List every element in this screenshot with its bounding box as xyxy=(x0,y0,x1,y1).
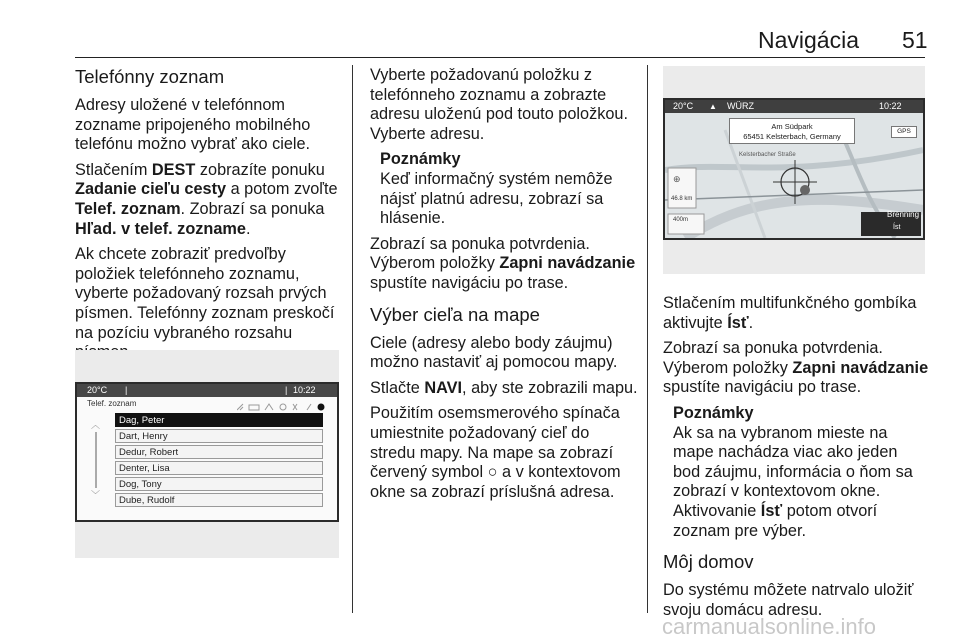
paragraph: Zobrazí sa ponuka potvrdenia. Výberom položky Zapni navádzanie spustíte navigáciu po trase. xyxy=(663,339,929,397)
paragraph: Ciele (adresy alebo body záujmu) možno nastaviť aj pomocou mapy. xyxy=(370,333,618,372)
note-title: Poznámky xyxy=(380,150,461,169)
scrollbar[interactable] xyxy=(95,432,97,488)
section-heading-phonebook: Telefónny zoznam xyxy=(75,66,225,87)
paragraph: Stlačením multifunkčného gombíka aktivujte Ísť. xyxy=(663,294,917,332)
clock: 10:22 xyxy=(293,385,316,395)
paragraph: Do systému môžete natrvalo uložiť svoju domácu adresu. xyxy=(663,581,914,619)
paragraph: Adresy uložené v telefónnom zozname pripojeného mobilného telefónu možno vybrať ako ciele. xyxy=(75,96,311,154)
paragraph: Použitím osemsmerového spínača umiestnite požadovaný cieľ do stredu mapy. Na mape sa zobrazí červený symbol ○ a v kontextovom okne sa zobrazí príslušná adresa. xyxy=(370,404,621,501)
page-number: 51 xyxy=(902,27,928,53)
map-screen xyxy=(663,98,925,240)
paragraph: Stlačením DEST zobrazíte ponuku Zadanie cieľu cesty a potom zvoľte Telef. zoznam. Zobrazí sa ponuka Hľad. v telef. zozname. xyxy=(75,160,338,238)
left-column xyxy=(75,66,341,369)
note-title: Poznámky xyxy=(673,403,754,422)
clock: 10:22 xyxy=(879,101,902,111)
gps-indicator: GPS xyxy=(891,126,917,138)
paragraph: Ak chcete zobraziť predvoľby položiek telefónneho zoznamu, vyberte požadovaný rozsah prvých písmen. Telefónny zoznam preskočí na pozíciu vybraného rozsahu xyxy=(75,245,335,342)
column-divider-2 xyxy=(647,65,648,613)
phonebook-entry[interactable]: Dube, Rudolf xyxy=(115,493,323,507)
phonebook-entry[interactable]: Dedur, Robert xyxy=(115,445,323,459)
phonebook-screen xyxy=(75,382,339,522)
note-text: Ak sa na vybranom mieste na mape nachádza viac ako jeden bod záujmu, informácia o ňom sa zobrazí v kontextovom okne. Aktivovanie Ísť potom otvorí zoznam pre výber. xyxy=(673,423,913,540)
phonebook-entry[interactable]: Dart, Henry xyxy=(115,429,323,443)
phone-status-icons xyxy=(237,399,327,409)
paragraph: Vyberte požadovanú položku z telefónneho zoznamu a zobrazte adresu uloženú pod touto položkou. Vyberte adresu. xyxy=(370,66,628,143)
column-divider-1 xyxy=(352,65,353,613)
page-section-title: Navigácia xyxy=(758,27,859,53)
compass-icon: ▲ xyxy=(709,102,717,111)
paragraph: Stlačte NAVI, aby ste zobrazili mapu. xyxy=(370,378,638,397)
popup-street: Am Südpark xyxy=(771,122,813,131)
note-box xyxy=(370,150,638,228)
phonebook-entry[interactable]: Dog, Tony xyxy=(115,477,323,491)
status-bar xyxy=(665,100,923,113)
header-divider xyxy=(75,57,925,58)
map-screenshot xyxy=(663,66,925,274)
speed-readout: 46.8 km xyxy=(671,196,693,202)
screen-title: Telef. zoznam xyxy=(87,399,137,408)
map-scale: 400m xyxy=(673,217,689,223)
temperature: 20°C xyxy=(673,101,694,111)
status-bar: 20°C | | 10:22 xyxy=(77,384,337,397)
middle-column xyxy=(370,66,638,508)
address-popup[interactable] xyxy=(729,118,855,144)
road-label: Kelsterbacher Straße xyxy=(739,152,796,158)
phonebook-screenshot xyxy=(75,350,339,558)
right-column xyxy=(663,294,929,626)
popup-city: 65451 Kelsterbach, Germany xyxy=(743,132,841,141)
map-watermark-label: Brenning xyxy=(887,210,920,219)
note-box xyxy=(663,404,929,541)
section-heading-map: Výber cieľa na mape xyxy=(370,303,540,325)
zoom-icon[interactable]: ⊕ xyxy=(673,174,681,184)
current-street: WÜRZ xyxy=(727,101,754,111)
scroll-down-icon[interactable]: ﹀ xyxy=(91,490,101,500)
circle-symbol-icon: ○ xyxy=(487,463,498,482)
temperature: 20°C xyxy=(87,385,108,395)
go-button[interactable]: Íst xyxy=(893,224,901,231)
phonebook-entry[interactable]: Denter, Lisa xyxy=(115,461,323,475)
site-watermark: carmanualsonline.info xyxy=(662,614,877,639)
scroll-up-icon[interactable]: ︿ xyxy=(91,420,101,430)
note-text: Keď informačný systém nemôže nájsť platnú adresu, zobrazí sa hlásenie. xyxy=(380,169,613,228)
paragraph: Zobrazí sa ponuka potvrdenia. Výberom položky Zapni navádzanie spustíte navigáciu po trase. xyxy=(370,234,636,292)
section-heading-home: Môj domov xyxy=(663,551,754,573)
phonebook-entry[interactable]: Dag, Peter xyxy=(115,413,323,427)
